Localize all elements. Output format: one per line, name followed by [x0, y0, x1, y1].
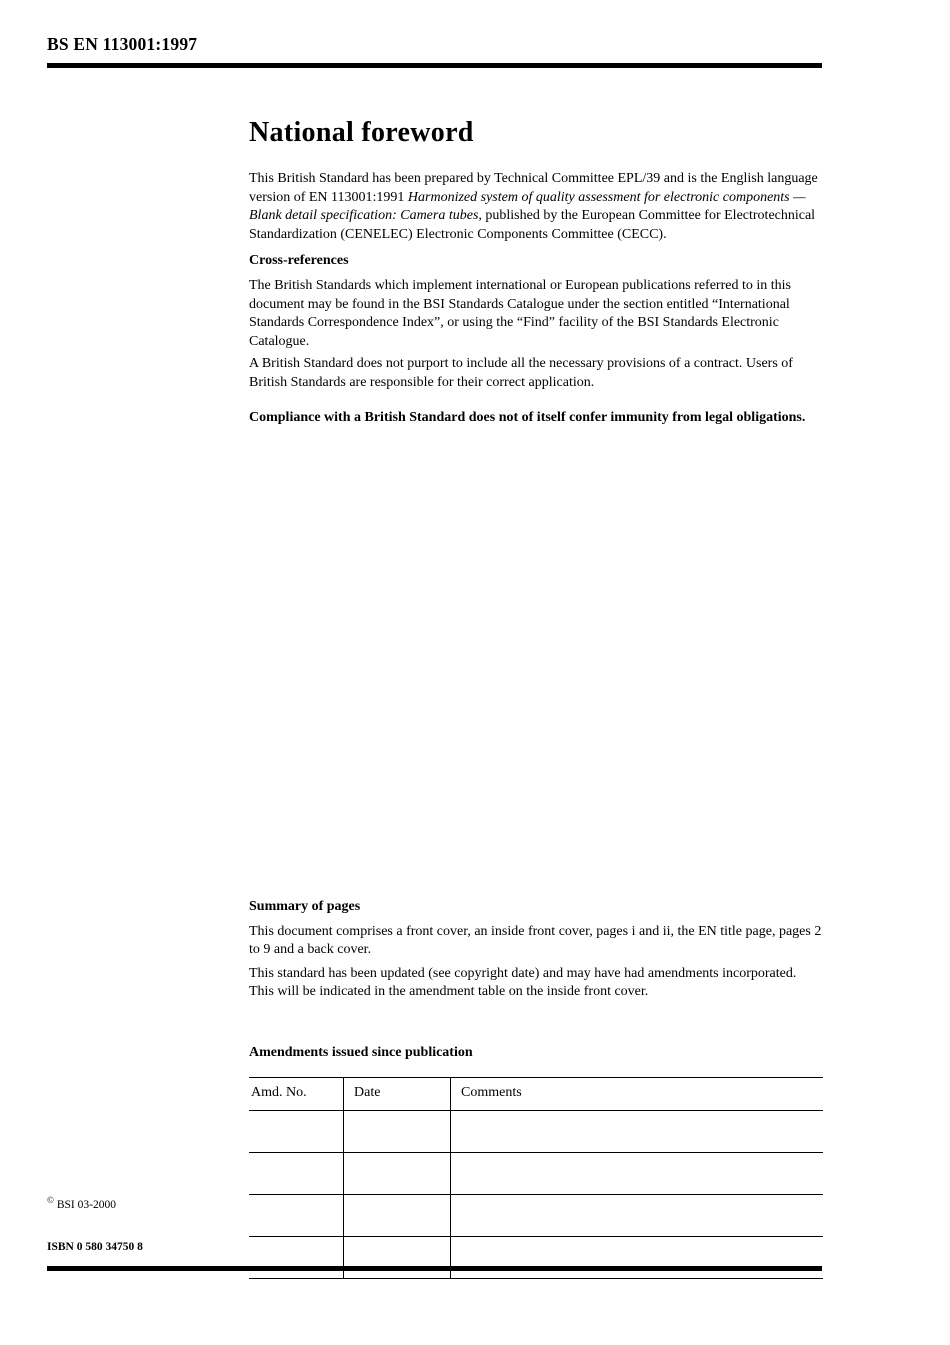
table-cell: [249, 1152, 344, 1194]
table-cell: [451, 1236, 824, 1278]
amendments-empty-row: [249, 1152, 823, 1194]
table-cell: [249, 1236, 344, 1278]
amendments-empty-row: [249, 1194, 823, 1236]
document-reference: BS EN 113001:1997: [47, 34, 198, 54]
cross-references-paragraph-1: The British Standards which implement international or European publications referred to in this document may be found in the BSI Standards Catalogue under the section entitled “International Standards Correspondence Index”, or using the “Find” facility of the BSI Standards Electronic Catalogue.: [249, 277, 791, 349]
summary-paragraph-2: This standard has been updated (see copyright date) and may have had amendments incorporated. This will be indicated in the amendment table on the inside front cover.: [249, 965, 797, 1000]
header-rule: [47, 63, 822, 68]
amendments-col-date: Date: [344, 1077, 451, 1110]
copyright-text: BSI 03-2000: [56, 1198, 116, 1211]
amendments-empty-row: [249, 1110, 823, 1152]
amendments-empty-row: [249, 1236, 823, 1278]
table-cell: [344, 1236, 451, 1278]
intro-text-pre: This British Standard has been prepared by Technical Committee EPL/39 and is the English language version of EN 113001:1991: [249, 171, 818, 205]
intro-text-post: published by the European Committee for Electrotechnical Standardization (CENELEC) Electronic Components Committee (CECC).: [249, 208, 816, 242]
summary-paragraph-1: This document comprises a front cover, an inside front cover, pages i and ii, the EN title page, pages 2 to 9 and a back cover.: [249, 923, 822, 958]
intro-text-italic-title: Harmonized system of quality assessment for electronic components — Blank detail specification: Camera tubes,: [249, 189, 806, 224]
amendments-section: [249, 1044, 823, 1279]
table-cell: [249, 1110, 344, 1152]
table-cell: [344, 1152, 451, 1194]
amendments-header-row: [249, 1077, 823, 1110]
table-cell: [451, 1110, 824, 1152]
summary-of-pages-section: [249, 898, 823, 1002]
table-cell: [451, 1152, 824, 1194]
amendments-col-comments: Comments: [451, 1077, 824, 1110]
table-cell: [344, 1110, 451, 1152]
foreword-content: [249, 170, 823, 427]
copyright-symbol: ©: [47, 1195, 54, 1205]
amendments-table: [249, 1077, 823, 1279]
intro-paragraph: [249, 170, 823, 244]
footer-rule: [47, 1266, 822, 1271]
summary-of-pages-heading: Summary of pages: [249, 899, 361, 914]
page-title: National foreword: [249, 116, 474, 148]
amendments-col-amd-no: Amd. No.: [249, 1077, 344, 1110]
isbn-text: ISBN 0 580 34750 8: [47, 1241, 143, 1253]
amendments-heading: Amendments issued since publication: [249, 1045, 473, 1060]
cross-references-heading: Cross-references: [249, 253, 349, 269]
cross-references-paragraph-2: A British Standard does not purport to include all the necessary provisions of a contract. Users of British Standards are responsible for their correct application.: [249, 356, 793, 390]
copyright-notice: [47, 1195, 116, 1211]
table-cell: [344, 1194, 451, 1236]
compliance-notice: Compliance with a British Standard does not of itself confer immunity from legal obligations.: [249, 409, 806, 425]
table-cell: [249, 1194, 344, 1236]
table-cell: [451, 1194, 824, 1236]
